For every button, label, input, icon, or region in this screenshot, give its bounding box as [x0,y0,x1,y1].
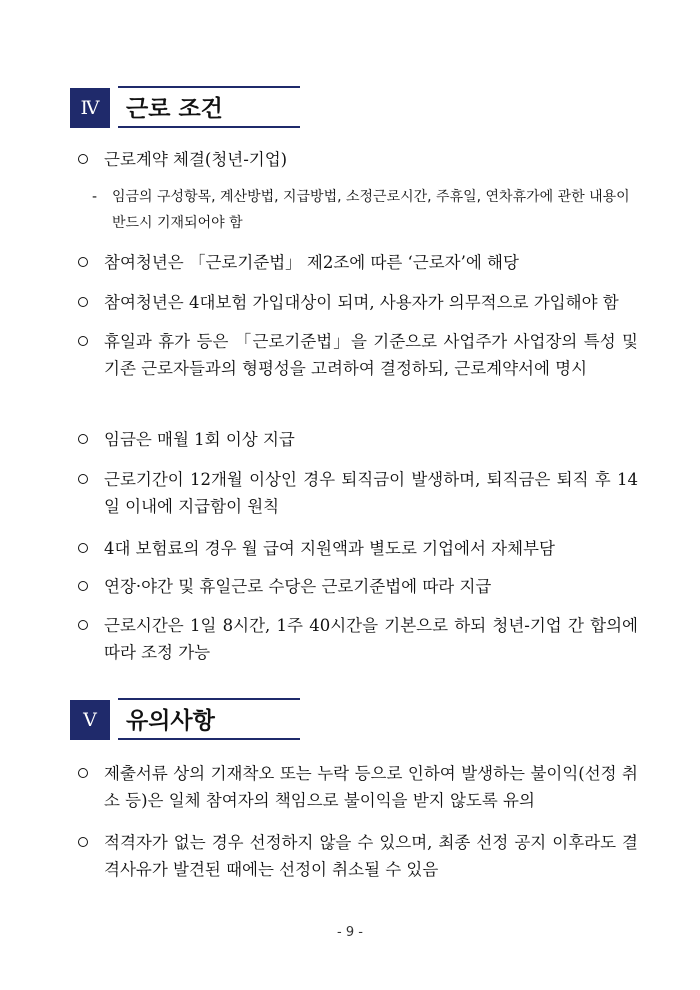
circle-bullet-icon [78,434,88,444]
list-item: 적격자가 없는 경우 선정하지 않을 수 있으며, 최종 선정 공지 이후라도 결격사유가 발견된 때에는 선정이 취소될 수 있음 [78,829,638,883]
circle-bullet-icon [78,543,88,553]
dash-marker: - [92,189,98,205]
list-item: 제출서류 상의 기재착오 또는 누락 등으로 인하여 발생하는 불이익(선정 취소 등)은 일체 참여자의 책임으로 불이익을 받지 않도록 유의 [78,760,638,814]
list-item: 임금은 매월 1회 이상 지급 [78,426,638,453]
circle-bullet-icon [78,620,88,630]
circle-bullet-icon [78,336,88,346]
list-item: 4대 보험료의 경우 월 급여 지원액과 별도로 기업에서 자체부담 [78,535,638,562]
list-item: 연장·야간 및 휴일근로 수당은 근로기준법에 따라 지급 [78,573,638,600]
section-4-numeral: Ⅳ [70,88,110,128]
circle-bullet-icon [78,297,88,307]
section-5-bottom-rule [118,738,300,740]
section-5-heading [70,700,300,740]
list-item: 참여청년은 4대보험 가입대상이 되며, 사용자가 의무적으로 가입해야 함 [78,289,638,316]
section-4-title: 근로 조건 [126,95,223,122]
circle-bullet-icon [78,837,88,847]
circle-bullet-icon [78,257,88,267]
list-item: 근로계약 체결(청년-기업) [78,146,638,173]
list-item: 참여청년은 「근로기준법」 제2조에 따른 ‘근로자’에 해당 [78,249,638,276]
list-item: 근로기간이 12개월 이상인 경우 퇴직금이 발생하며, 퇴직금은 퇴직 후 14일 이내에 지급함이 원칙 [78,466,638,520]
section-5-title: 유의사항 [126,707,215,734]
circle-bullet-icon [78,768,88,778]
circle-bullet-icon [78,581,88,591]
sub-list-item: - 임금의 구성항목, 계산방법, 지급방법, 소정근로시간, 주휴일, 연차휴가에 관한 내용이 반드시 기재되어야 함 [92,184,637,236]
list-item: 근로시간은 1일 8시간, 1주 40시간을 기본으로 하되 청년-기업 간 합의에 따라 조정 가능 [78,612,638,666]
section-4-bottom-rule [118,126,300,128]
section-4-heading [70,88,300,128]
page-number: - 9 - [337,925,363,940]
list-item: 휴일과 휴가 등은 「근로기준법」을 기준으로 사업주가 사업장의 특성 및 기존 근로자들과의 형평성을 고려하여 결정하되, 근로계약서에 명시 [78,328,638,382]
circle-bullet-icon [78,154,88,164]
section-5-numeral: Ⅴ [70,700,110,740]
circle-bullet-icon [78,474,88,484]
